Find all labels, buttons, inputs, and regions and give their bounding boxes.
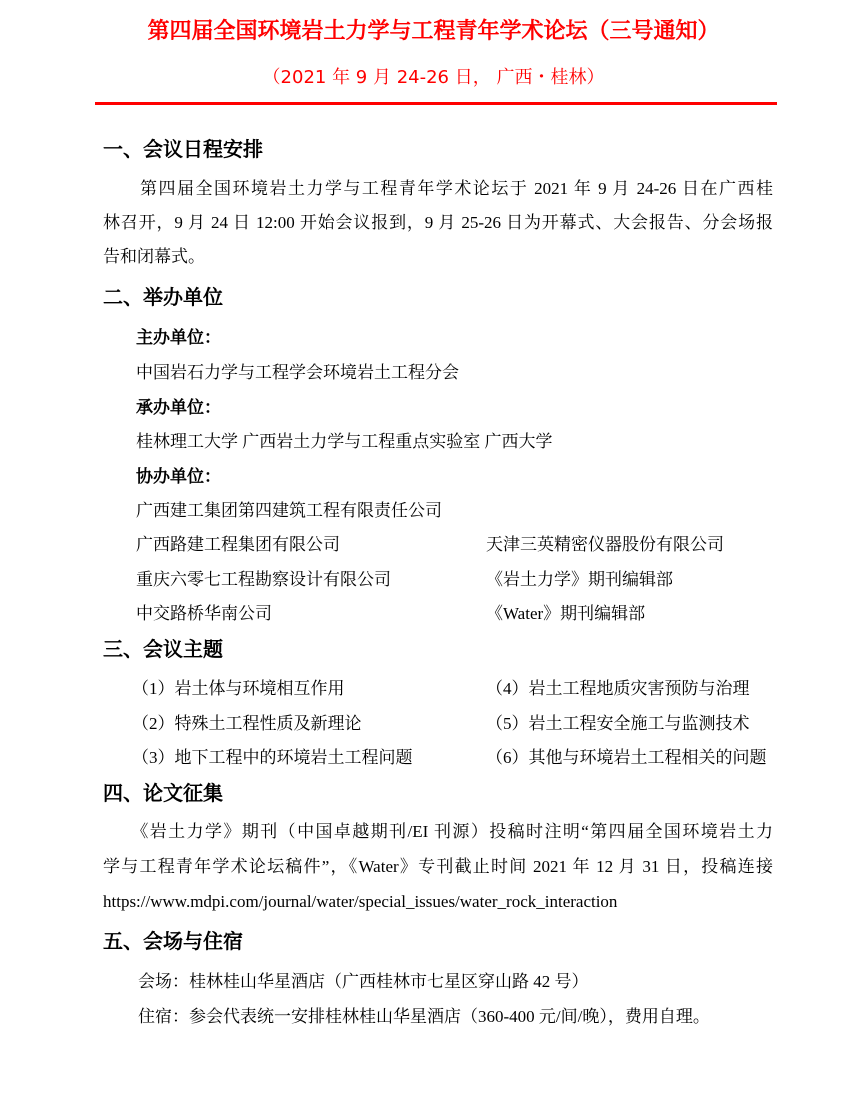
host-org: 中国岩石力学与工程学会环境岩土工程分会: [136, 363, 459, 382]
paragraph-line: 《岩土力学》期刊（中国卓越期刊/EI 刊源）投稿时注明“第四届全国环境岩土力: [103, 822, 773, 841]
venue-line: 会场：桂林桂山华星酒店（广西桂林市七星区穿山路 42 号）: [138, 972, 589, 991]
co-organizer-label: 协办单位：: [136, 467, 221, 486]
co-organizer: 广西建工集团第四建筑工程有限责任公司: [136, 501, 442, 520]
section-heading: 二、举办单位: [103, 285, 223, 309]
topic-item: （6）其他与环境岩土工程相关的问题: [486, 748, 767, 767]
organizer-org: 桂林理工大学 广西岩土力学与工程重点实验室 广西大学: [136, 432, 553, 451]
topic-item: （1）岩土体与环境相互作用: [132, 679, 345, 698]
co-organizer: 天津三英精密仪器股份有限公司: [486, 535, 724, 554]
section-heading: 一、会议日程安排: [103, 137, 263, 161]
co-organizer: 中交路桥华南公司: [136, 604, 272, 623]
document-title: 第四届全国环境岩土力学与工程青年学术论坛（三号通知）: [147, 19, 720, 44]
topic-item: （4）岩土工程地质灾害预防与治理: [486, 679, 750, 698]
paragraph-line: 告和闭幕式。: [103, 247, 205, 266]
topic-item: （5）岩土工程安全施工与监测技术: [486, 714, 750, 733]
submission-link[interactable]: https://www.mdpi.com/journal/water/special_issues/water_rock_interaction: [103, 892, 618, 911]
section-heading: 三、会议主题: [103, 637, 223, 661]
paragraph-line: 第四届全国环境岩土力学与工程青年学术论坛于 2021 年 9 月 24-26 日在广西桂: [103, 179, 773, 198]
paragraph-line: 林召开，9 月 24 日 12:00 开始会议报到，9 月 25-26 日为开幕式、大会报告、分会场报: [103, 213, 773, 232]
co-organizer: 《Water》期刊编辑部: [486, 604, 646, 623]
lodging-line: 住宿：参会代表统一安排桂林桂山华星酒店（360-400 元/间/晚），费用自理。: [138, 1007, 710, 1026]
co-organizer: 《岩土力学》期刊编辑部: [486, 570, 673, 589]
co-organizer: 重庆六零七工程勘察设计有限公司: [136, 570, 391, 589]
paragraph-line: 学与工程青年学术论坛稿件”，《Water》专刊截止时间 2021 年 12 月 31 日，投稿连接: [103, 857, 773, 876]
document-subtitle: （2021 年 9 月 24-26 日， 广西・桂林）: [262, 67, 605, 88]
red-divider: [95, 102, 777, 105]
host-label: 主办单位：: [136, 328, 221, 347]
organizer-label: 承办单位：: [136, 398, 221, 417]
topic-item: （3）地下工程中的环境岩土工程问题: [132, 748, 413, 767]
section-heading: 四、论文征集: [103, 781, 223, 805]
section-heading: 五、会场与住宿: [103, 929, 243, 953]
co-organizer: 广西路建工程集团有限公司: [136, 535, 340, 554]
topic-item: （2）特殊土工程性质及新理论: [132, 714, 362, 733]
